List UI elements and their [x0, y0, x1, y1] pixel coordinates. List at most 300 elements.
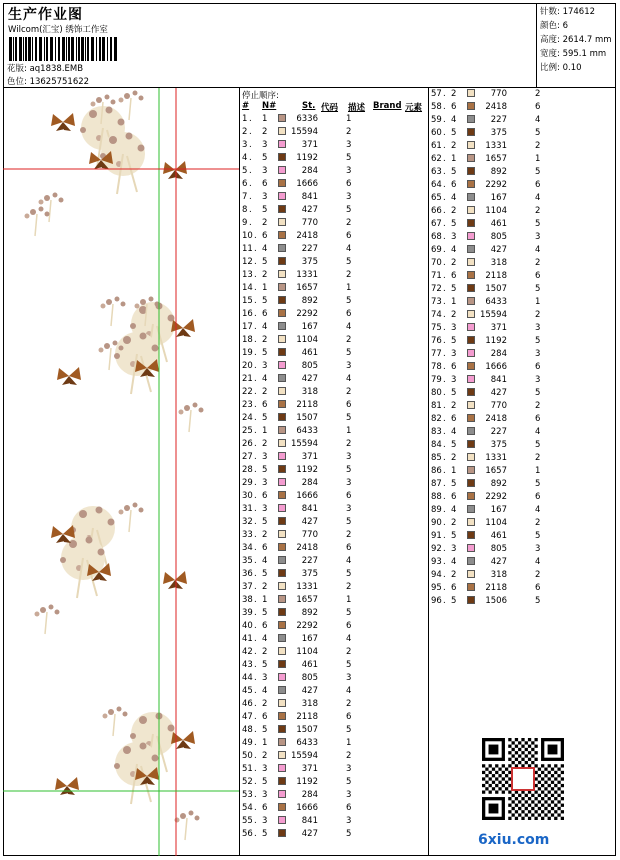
row-needle: 2 [262, 387, 268, 397]
table-row [429, 232, 614, 245]
row-needle: 4 [262, 244, 268, 254]
row-code: 2 [346, 699, 352, 709]
row-needle: 2 [451, 401, 457, 411]
row-index: 17 [242, 322, 253, 332]
row-index: 34 [242, 543, 253, 553]
row-needle: 1 [451, 154, 457, 164]
row-needle: 2 [451, 310, 457, 320]
row-code: 2 [535, 258, 541, 268]
row-stitches: 1192 [296, 465, 318, 475]
row-separator: . [254, 452, 257, 462]
row-stitches: 427 [490, 388, 507, 398]
row-index: 41 [242, 634, 253, 644]
row-separator: . [254, 673, 257, 683]
row-needle: 2 [451, 89, 457, 99]
row-stitches: 892 [490, 167, 507, 177]
row-code: 2 [346, 751, 352, 761]
table-row [429, 167, 614, 180]
color-swatch [278, 634, 286, 642]
row-code: 5 [535, 479, 541, 489]
row-needle: 2 [451, 570, 457, 580]
row-code: 2 [535, 518, 541, 528]
row-stitches: 375 [301, 569, 318, 579]
col-header-stitches: St. [302, 101, 316, 111]
row-separator: . [443, 128, 446, 138]
table-row [429, 154, 614, 167]
row-stitches: 2118 [296, 712, 318, 722]
row-separator: . [249, 179, 252, 189]
row-needle: 5 [262, 608, 268, 618]
table-row [240, 270, 425, 283]
row-index: 91 [431, 531, 442, 541]
col-header-index: # [242, 101, 250, 111]
row-separator: . [254, 283, 257, 293]
motif-group [25, 91, 204, 841]
row-stitches: 427 [301, 829, 318, 839]
table-row [240, 166, 425, 179]
row-code: 5 [535, 388, 541, 398]
table-row [240, 829, 425, 842]
row-separator: . [254, 361, 257, 371]
row-separator: . [249, 127, 252, 137]
row-code: 2 [535, 206, 541, 216]
row-separator: . [443, 427, 446, 437]
row-needle: 4 [451, 557, 457, 567]
row-needle: 5 [262, 413, 268, 423]
row-stitches: 770 [490, 89, 507, 99]
row-index: 15 [242, 296, 253, 306]
row-stitches: 841 [301, 504, 318, 514]
row-stitches: 15594 [290, 127, 318, 137]
row-stitches: 892 [490, 479, 507, 489]
color-swatch [467, 336, 475, 344]
row-code: 6 [346, 543, 352, 553]
row-separator: . [254, 595, 257, 605]
row-separator: . [254, 725, 257, 735]
color-swatch [467, 466, 475, 474]
pattern-info [7, 62, 83, 74]
color-swatch [278, 465, 286, 473]
row-needle: 4 [451, 245, 457, 255]
table-row [429, 505, 614, 518]
color-swatch [278, 517, 286, 525]
row-separator: . [254, 517, 257, 527]
row-needle: 5 [262, 517, 268, 527]
row-index: 20 [242, 361, 253, 371]
table-row [429, 492, 614, 505]
color-swatch [278, 712, 286, 720]
row-code: 5 [535, 219, 541, 229]
row-stitches: 167 [490, 193, 507, 203]
row-needle: 6 [451, 180, 457, 190]
row-code: 5 [346, 725, 352, 735]
color-swatch [467, 206, 475, 214]
row-separator: . [254, 231, 257, 241]
row-code: 4 [346, 686, 352, 696]
row-separator: . [254, 803, 257, 813]
row-stitches: 6336 [296, 114, 318, 124]
color-swatch [467, 323, 475, 331]
row-index: 79 [431, 375, 442, 385]
row-code: 2 [346, 270, 352, 280]
row-needle: 3 [262, 816, 268, 826]
row-code: 3 [535, 232, 541, 242]
table-row [429, 544, 614, 557]
table-row [240, 452, 425, 465]
row-stitches: 427 [490, 245, 507, 255]
row-index: 62 [431, 154, 442, 164]
row-separator: . [443, 375, 446, 385]
row-separator: . [443, 167, 446, 177]
color-swatch [467, 219, 475, 227]
row-needle: 2 [262, 582, 268, 592]
row-code: 2 [346, 218, 352, 228]
table-row [240, 218, 425, 231]
table-row [240, 816, 425, 829]
table-row [429, 388, 614, 401]
table-row [240, 673, 425, 686]
row-needle: 3 [451, 375, 457, 385]
table-row [429, 453, 614, 466]
row-code: 2 [346, 335, 352, 345]
row-code: 2 [535, 401, 541, 411]
row-stitches: 1104 [296, 647, 318, 657]
table-row [240, 127, 425, 140]
color-swatch [467, 531, 475, 539]
table-row [429, 479, 614, 492]
table-row [429, 414, 614, 427]
row-code: 4 [535, 505, 541, 515]
row-code: 3 [346, 790, 352, 800]
table-row [240, 777, 425, 790]
row-needle: 3 [262, 504, 268, 514]
row-separator: . [443, 245, 446, 255]
table-row [240, 413, 425, 426]
row-stitches: 375 [490, 440, 507, 450]
table-row [240, 465, 425, 478]
row-index: 33 [242, 530, 253, 540]
row-stitches: 284 [301, 166, 318, 176]
row-separator: . [249, 114, 252, 124]
row-code: 5 [535, 284, 541, 294]
color-swatch [467, 453, 475, 461]
row-index: 39 [242, 608, 253, 618]
color-swatch [278, 270, 286, 278]
row-stitches: 15594 [290, 751, 318, 761]
color-swatch [278, 283, 286, 291]
row-stitches: 427 [301, 517, 318, 527]
row-stitches: 1666 [296, 491, 318, 501]
row-separator: . [254, 374, 257, 384]
row-separator: . [443, 362, 446, 372]
row-separator: . [254, 621, 257, 631]
row-needle: 2 [262, 270, 268, 280]
row-separator: . [254, 426, 257, 436]
row-separator: . [443, 518, 446, 528]
row-separator: . [443, 232, 446, 242]
row-separator: . [443, 531, 446, 541]
row-code: 6 [535, 102, 541, 112]
embroidery-preview [3, 88, 240, 856]
color-swatch [467, 414, 475, 422]
color-swatch [278, 504, 286, 512]
row-separator: . [443, 206, 446, 216]
table-row [429, 245, 614, 258]
row-separator: . [254, 543, 257, 553]
row-needle: 3 [451, 232, 457, 242]
row-separator: . [254, 582, 257, 592]
color-swatch [278, 127, 286, 135]
table-row [429, 271, 614, 284]
color-swatch [467, 271, 475, 279]
row-needle: 2 [262, 439, 268, 449]
row-code: 3 [346, 166, 352, 176]
row-index: 92 [431, 544, 442, 554]
table-row [240, 439, 425, 452]
row-stitches: 805 [301, 673, 318, 683]
color-swatch [467, 479, 475, 487]
row-code: 1 [535, 297, 541, 307]
row-code: 4 [346, 556, 352, 566]
row-needle: 6 [262, 231, 268, 241]
row-separator: . [443, 583, 446, 593]
row-index: 75 [431, 323, 442, 333]
row-index: 59 [431, 115, 442, 125]
color-swatch [278, 829, 286, 837]
table-row [240, 725, 425, 738]
row-code: 5 [346, 153, 352, 163]
row-index: 73 [431, 297, 442, 307]
row-index: 72 [431, 284, 442, 294]
table-row [240, 608, 425, 621]
color-swatch [467, 232, 475, 240]
row-index: 1 [242, 114, 248, 124]
row-needle: 4 [262, 634, 268, 644]
row-needle: 1 [262, 114, 268, 124]
color-swatch [278, 738, 286, 746]
table-row [429, 375, 614, 388]
row-needle: 6 [262, 543, 268, 553]
row-stitches: 284 [301, 478, 318, 488]
row-needle: 5 [262, 257, 268, 267]
color-swatch [467, 401, 475, 409]
row-stitches: 1666 [296, 179, 318, 189]
stat-width: 宽度: 595.1 mm [540, 49, 607, 59]
row-code: 6 [535, 414, 541, 424]
row-needle: 5 [262, 296, 268, 306]
row-separator: . [249, 153, 252, 163]
table-row [429, 102, 614, 115]
row-code: 2 [535, 89, 541, 99]
stop-sequence-table [240, 88, 429, 856]
table-row [240, 530, 425, 543]
row-index: 28 [242, 465, 253, 475]
row-separator: . [443, 154, 446, 164]
row-index: 65 [431, 193, 442, 203]
row-needle: 3 [262, 361, 268, 371]
row-needle: 2 [451, 141, 457, 151]
row-needle: 5 [262, 569, 268, 579]
table-row [429, 362, 614, 375]
row-stitches: 375 [301, 257, 318, 267]
row-separator: . [254, 439, 257, 449]
row-needle: 5 [262, 348, 268, 358]
color-swatch [278, 153, 286, 161]
row-separator: . [443, 219, 446, 229]
table-row [429, 401, 614, 414]
color-swatch [278, 777, 286, 785]
stop-sequence-table-continued [429, 88, 616, 856]
row-needle: 4 [451, 427, 457, 437]
row-separator: . [443, 102, 446, 112]
row-stitches: 461 [490, 219, 507, 229]
stat-height: 高度: 2614.7 mm [540, 35, 612, 45]
color-swatch [278, 569, 286, 577]
row-needle: 1 [262, 283, 268, 293]
color-swatch [278, 335, 286, 343]
row-separator: . [254, 322, 257, 332]
table-row [429, 193, 614, 206]
row-separator: . [254, 751, 257, 761]
row-separator: . [443, 284, 446, 294]
row-index: 47 [242, 712, 253, 722]
row-code: 5 [346, 517, 352, 527]
col-header-code: 代码 [321, 103, 339, 113]
row-separator: . [443, 479, 446, 489]
row-separator: . [254, 829, 257, 839]
table-row [240, 348, 425, 361]
color-swatch [278, 725, 286, 733]
row-code: 5 [346, 257, 352, 267]
row-separator: . [443, 180, 446, 190]
row-stitches: 227 [490, 115, 507, 125]
color-swatch [278, 803, 286, 811]
table-row [240, 595, 425, 608]
row-separator: . [249, 166, 252, 176]
table-row [240, 400, 425, 413]
row-needle: 3 [262, 478, 268, 488]
row-stitches: 167 [301, 322, 318, 332]
row-needle: 6 [451, 102, 457, 112]
row-separator: . [249, 140, 252, 150]
row-index: 68 [431, 232, 442, 242]
row-separator: . [443, 297, 446, 307]
row-needle: 4 [262, 556, 268, 566]
color-swatch [467, 349, 475, 357]
color-swatch [278, 114, 286, 122]
row-index: 19 [242, 348, 253, 358]
table-row [240, 322, 425, 335]
row-stitches: 318 [301, 699, 318, 709]
row-needle: 4 [451, 505, 457, 515]
row-stitches: 15594 [479, 310, 507, 320]
row-code: 2 [535, 141, 541, 151]
table-row [429, 297, 614, 310]
row-separator: . [443, 310, 446, 320]
table-row [240, 803, 425, 816]
row-needle: 2 [262, 335, 268, 345]
row-separator: . [443, 336, 446, 346]
row-needle: 6 [451, 492, 457, 502]
row-stitches: 318 [490, 258, 507, 268]
color-swatch [278, 361, 286, 369]
color-swatch [467, 115, 475, 123]
row-index: 7 [242, 192, 248, 202]
row-index: 9 [242, 218, 248, 228]
col-header-brand: Brand [373, 101, 402, 111]
row-index: 60 [431, 128, 442, 138]
row-needle: 3 [451, 544, 457, 554]
color-swatch [278, 231, 286, 239]
row-stitches: 2418 [485, 102, 507, 112]
row-separator: . [254, 790, 257, 800]
row-needle: 2 [262, 218, 268, 228]
row-stitches: 375 [490, 128, 507, 138]
color-swatch [278, 192, 286, 200]
row-index: 94 [431, 570, 442, 580]
row-stitches: 427 [301, 374, 318, 384]
row-stitches: 427 [490, 557, 507, 567]
row-code: 1 [346, 283, 352, 293]
row-code: 2 [346, 582, 352, 592]
row-needle: 5 [262, 153, 268, 163]
table-row [240, 361, 425, 374]
row-code: 3 [346, 452, 352, 462]
row-stitches: 2292 [485, 492, 507, 502]
color-swatch [278, 595, 286, 603]
color-swatch [467, 427, 475, 435]
color-swatch [467, 180, 475, 188]
row-separator: . [443, 492, 446, 502]
table-row [429, 258, 614, 271]
row-index: 63 [431, 167, 442, 177]
col-header-description: 描述 [348, 103, 366, 113]
row-separator: . [443, 557, 446, 567]
row-index: 27 [242, 452, 253, 462]
row-needle: 6 [451, 414, 457, 424]
row-stitches: 284 [301, 790, 318, 800]
color-swatch [278, 608, 286, 616]
row-needle: 5 [262, 829, 268, 839]
row-needle: 6 [262, 712, 268, 722]
table-row [429, 206, 614, 219]
row-code: 6 [346, 179, 352, 189]
row-index: 78 [431, 362, 442, 372]
row-needle: 6 [451, 362, 457, 372]
row-needle: 3 [262, 764, 268, 774]
stat-stitches: 针数: 174612 [540, 7, 596, 17]
color-swatch [467, 440, 475, 448]
table-row [240, 335, 425, 348]
row-index: 3 [242, 140, 248, 150]
table-title: 停止顺序: [242, 91, 279, 101]
row-index: 26 [242, 439, 253, 449]
row-needle: 1 [262, 426, 268, 436]
row-stitches: 1331 [485, 453, 507, 463]
color-swatch [467, 310, 475, 318]
row-code: 3 [346, 478, 352, 488]
row-stitches: 167 [301, 634, 318, 644]
color-swatch [467, 596, 475, 604]
row-code: 1 [346, 738, 352, 748]
row-index: 8 [242, 205, 248, 215]
row-index: 67 [431, 219, 442, 229]
row-needle: 3 [451, 349, 457, 359]
row-code: 6 [535, 271, 541, 281]
row-index: 53 [242, 790, 253, 800]
table-row [240, 426, 425, 439]
row-needle: 5 [262, 465, 268, 475]
